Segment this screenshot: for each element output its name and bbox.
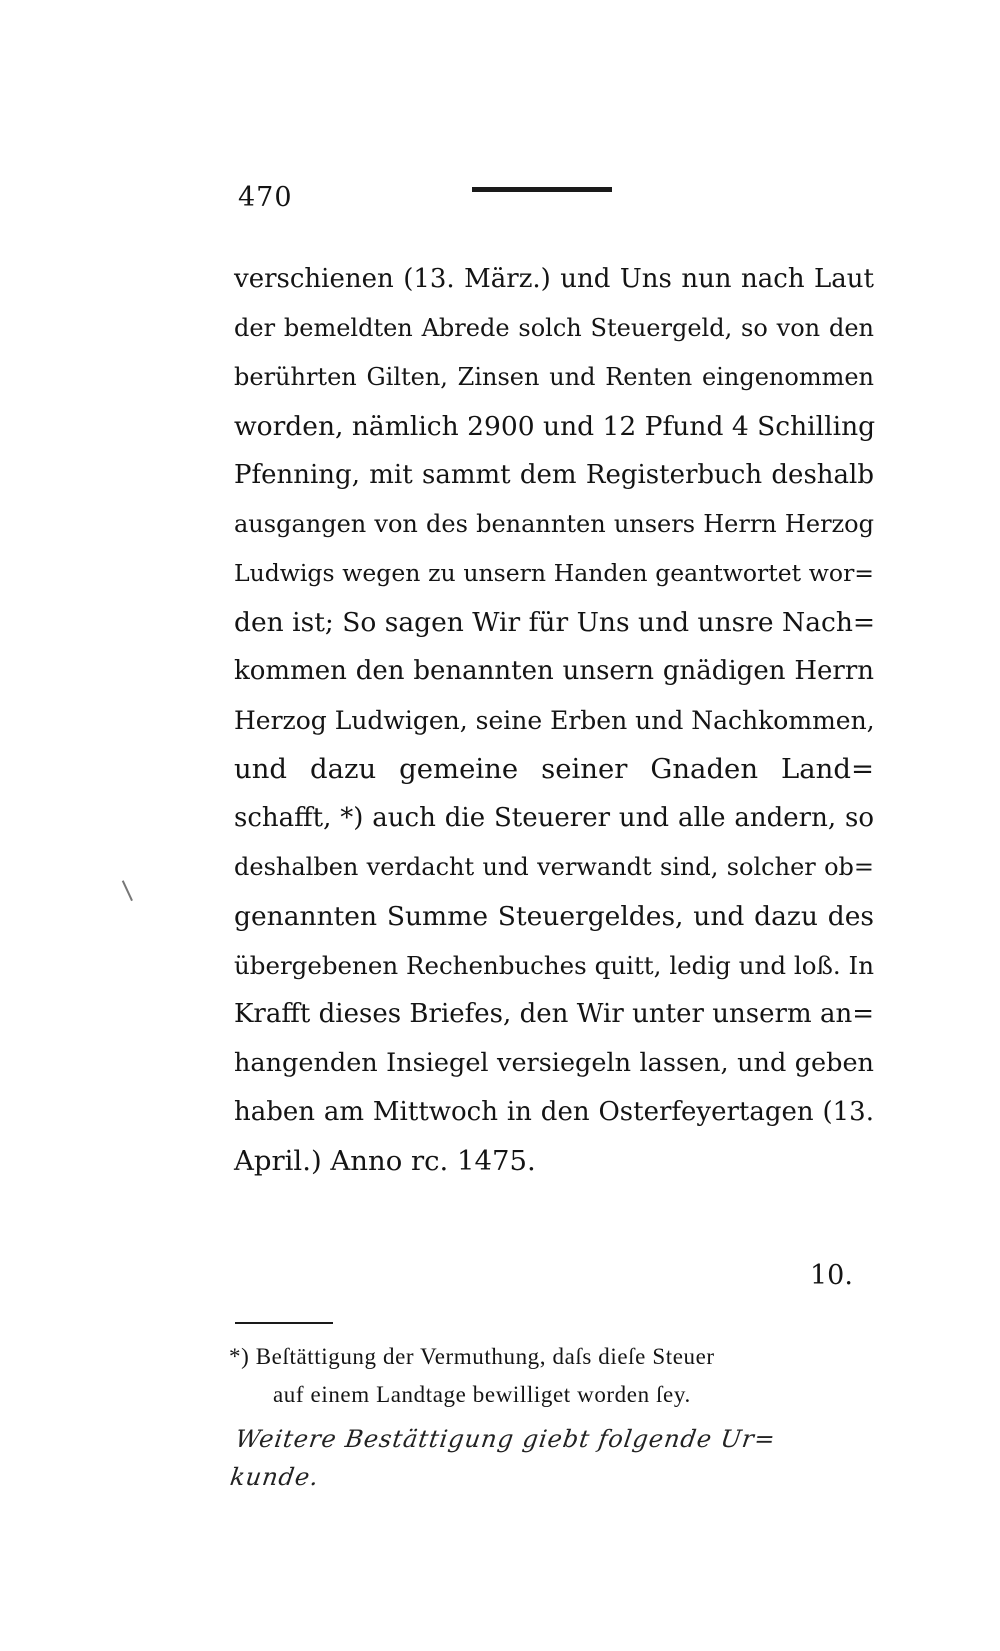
text-line: den ist; So sagen Wir für Uns und unsre Nach= [234, 607, 876, 638]
handwritten-line: kunde. [228, 1463, 321, 1491]
catchword: 10. [810, 1260, 853, 1291]
footnote-line: auf einem Landtage bewilliget worden ſey. [273, 1382, 691, 1407]
page-number: 470 [238, 182, 293, 213]
text-line: Krafft dieses Briefes, den Wir unter unserm an= [234, 999, 874, 1029]
text-line: Pfenning, mit sammt dem Registerbuch deshalb [234, 460, 874, 490]
text-line: Herzog Ludwigen, seine Erben und Nachkommen, [234, 706, 875, 735]
text-line: worden, nämlich 2900 und 12 Pfund 4 Schilling [234, 411, 876, 442]
text-line: kommen den benannten unsern gnädigen Herrn [234, 656, 874, 686]
text-line-last: April.) Anno rc. 1475. [234, 1145, 536, 1177]
footnote [229, 1338, 879, 1414]
text-line: hangenden Insiegel versiegeln lassen, und geben [234, 1048, 874, 1078]
text-line: Ludwigs wegen zu unsern Handen geantwortet wor= [234, 559, 874, 587]
text-line: ausgangen von des benannten unsers Herrn Herzog [234, 510, 874, 538]
text-line: haben am Mittwoch in den Osterfeyertagen (13. [234, 1097, 874, 1127]
body-text [234, 255, 874, 1186]
handwritten-line: Weitere Bestättigung giebt folgende Ur= [233, 1425, 778, 1453]
text-line: berührten Gilten, Zinsen und Renten eingenommen [234, 363, 874, 391]
text-line: schafft, *) auch die Steuerer und alle andern, so [234, 803, 874, 833]
margin-mark [122, 877, 140, 901]
text-line: der bemeldten Abrede solch Steuergeld, so von den [234, 314, 874, 342]
text-line: übergebenen Rechenbuches quitt, ledig und loß. In [234, 951, 874, 980]
text-line: genannten Summe Steuergeldes, und dazu des [234, 901, 874, 932]
footnote-rule [235, 1322, 333, 1324]
header-rule [472, 187, 612, 192]
footnote-line: *) Beſtättigung der Vermuthung, daſs dieſe Steuer [229, 1344, 715, 1369]
text-line: und dazu gemeine seiner Gnaden Land= [234, 753, 874, 785]
text-line: verschienen (13. März.) und Uns nun nach Laut [234, 264, 874, 294]
handwritten-note [228, 1420, 899, 1496]
text-line: deshalben verdacht und verwandt sind, solcher ob= [234, 853, 874, 881]
